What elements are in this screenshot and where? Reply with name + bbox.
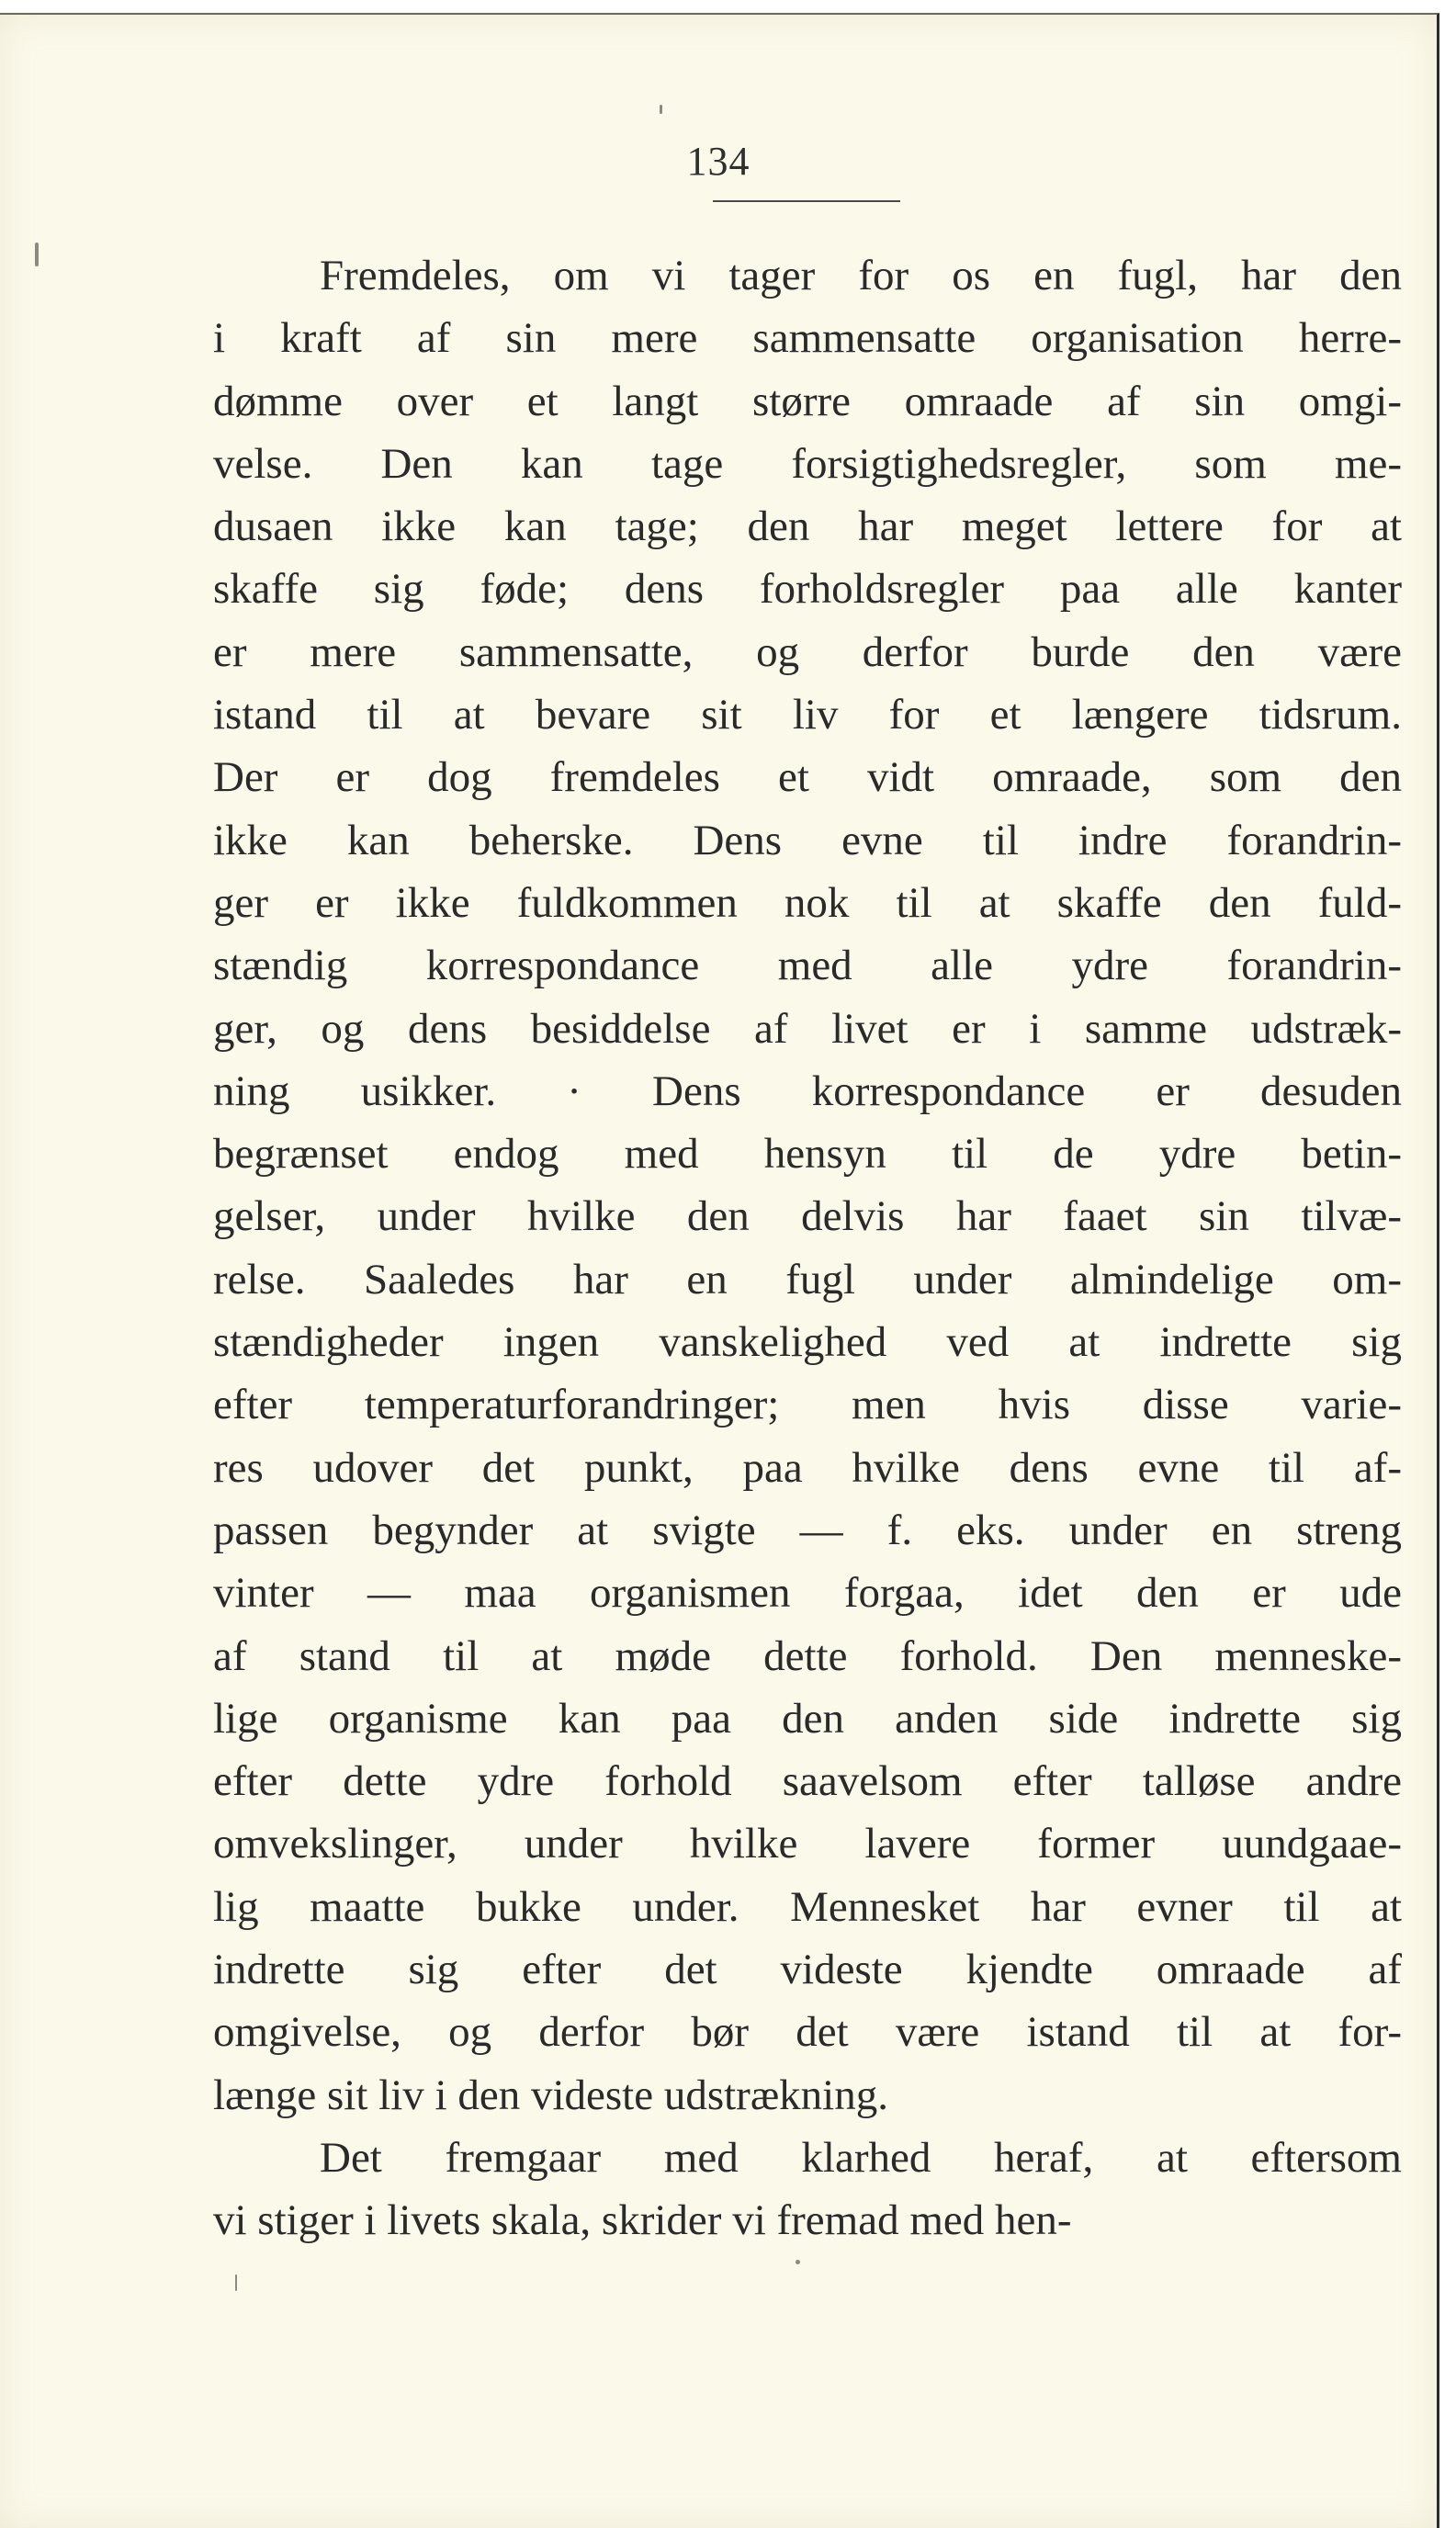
text-line: efter temperaturforandringer; men hvis disse varie- xyxy=(213,1381,1402,1429)
text-line: ikke kan beherske. Dens evne til indre forandrin- xyxy=(213,816,1402,864)
text-line: ning usikker. · Dens korrespondance er desuden xyxy=(213,1066,1402,1115)
paper-speck xyxy=(796,2260,800,2264)
paper-speck xyxy=(35,243,39,266)
text-line: lige organisme kan paa den anden side indrette sig xyxy=(213,1694,1402,1743)
text-line: begrænset endog med hensyn til de ydre betin- xyxy=(213,1130,1402,1179)
paper-speck xyxy=(660,105,662,114)
text-line: vi stiger i livets skala, skrider vi fremad med hen- xyxy=(213,2196,1072,2245)
text-line: ger er ikke fuldkommen nok til at skaffe den fuld- xyxy=(213,878,1402,927)
text-line: skaffe sig føde; dens forholdsregler paa alle kanter xyxy=(213,565,1402,614)
text-line: Det fremgaar med klarhed heraf, at eftersom xyxy=(320,2133,1402,2182)
text-line: vinter — maa organismen forgaa, idet den er ude xyxy=(213,1569,1402,1618)
text-line: res udover det punkt, paa hvilke dens evne til af- xyxy=(213,1443,1402,1492)
text-line: Fremdeles, om vi tager for os en fugl, har den xyxy=(320,252,1402,299)
page-number: 134 xyxy=(686,139,751,184)
text-line: af stand til at møde dette forhold. Den menneske- xyxy=(213,1631,1402,1680)
paragraph xyxy=(213,2127,1402,2252)
scan-margin xyxy=(1439,0,1456,2526)
text-line: stændigheder ingen vanskelighed ved at indrette sig xyxy=(213,1318,1402,1367)
text-line: dusaen ikke kan tage; den har meget lettere for at xyxy=(213,502,1402,551)
paragraph xyxy=(213,244,1402,2127)
text-line: lig maatte bukke under. Mennesket har evner til at xyxy=(213,1882,1402,1931)
page-number-rule xyxy=(713,200,900,202)
text-line: omvekslinger, under hvilke lavere former uundgaae- xyxy=(213,1820,1402,1868)
text-line: istand til at bevare sit liv for et længere tidsrum. xyxy=(213,691,1402,739)
text-line: gelser, under hvilke den delvis har faaet sin tilvæ- xyxy=(213,1192,1402,1241)
text-line: er mere sammensatte, og derfor burde den være xyxy=(213,627,1402,676)
text-line: stændig korrespondance med alle ydre forandrin- xyxy=(213,942,1402,990)
text-line: i kraft af sin mere sammensatte organisation herre- xyxy=(213,314,1402,363)
text-line: efter dette ydre forhold saavelsom efter talløse andre xyxy=(213,1757,1402,1806)
text-line: indrette sig efter det videste kjendte omraade af xyxy=(213,1946,1402,1994)
paper-speck xyxy=(235,2274,237,2291)
text-line: længe sit liv i den videste udstrækning. xyxy=(213,2071,888,2119)
text-line: dømme over et langt større omraade af sin omgi- xyxy=(213,377,1402,425)
text-line: Der er dog fremdeles et vidt omraade, som den xyxy=(213,753,1402,802)
text-line: ger, og dens besiddelse af livet er i samme udstræk- xyxy=(213,1004,1402,1053)
body-text xyxy=(213,244,1402,2252)
text-line: omgivelse, og derfor bør det være istand til at for- xyxy=(213,2008,1402,2057)
text-line: velse. Den kan tage forsigtighedsregler, som me- xyxy=(213,439,1402,488)
text-line: passen begynder at svigte — f. eks. under en streng xyxy=(213,1506,1402,1554)
text-line: relse. Saaledes har en fugl under almindelige om- xyxy=(213,1255,1402,1304)
